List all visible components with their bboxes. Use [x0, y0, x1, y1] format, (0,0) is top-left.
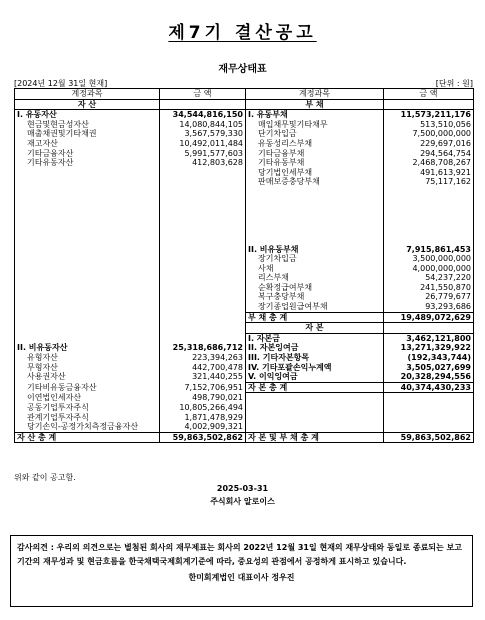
- table-row: [15, 343, 474, 353]
- asset-label: [15, 333, 160, 343]
- liability-equity-amount: 3,500,000,000: [384, 254, 474, 264]
- liability-equity-label: 매입채무및기타채무: [246, 120, 384, 130]
- liability-equity-amount: [384, 403, 474, 413]
- table-row: [15, 206, 474, 216]
- notice-text: 위와 같이 공고함.: [14, 473, 76, 482]
- liability-equity-label: 부 채 총 계: [246, 312, 384, 323]
- liability-equity-label: 복구충당부채: [246, 292, 384, 302]
- asset-amount: 3,567,579,330: [160, 129, 246, 139]
- liability-equity-label: [246, 413, 384, 423]
- liability-equity-amount: 93,293,686: [384, 302, 474, 312]
- liability-equity-label: 자 본 총 계: [246, 382, 384, 393]
- table-row: [15, 353, 474, 363]
- table-meta: [14, 78, 473, 88]
- liability-equity-amount: 294,564,754: [384, 149, 474, 159]
- asset-label: [15, 168, 160, 178]
- liability-equity-amount: 7,915,861,453: [384, 245, 474, 255]
- asset-amount: 34,544,816,150: [160, 110, 246, 120]
- header-amount-left: 금 액: [160, 89, 246, 100]
- table-row: [15, 110, 474, 120]
- asset-label: 당기손익-공정가치측정금융자산: [15, 422, 160, 432]
- liability-equity-label: II. 비유동부채: [246, 245, 384, 255]
- liability-equity-label: 장기차입금: [246, 254, 384, 264]
- asset-amount: [160, 333, 246, 343]
- asset-label: [15, 235, 160, 245]
- page-title: 제7기 결산공고: [168, 23, 317, 43]
- liability-equity-amount: 3,462,121,800: [384, 333, 474, 343]
- liability-equity-amount: [384, 225, 474, 235]
- asset-amount: 5,991,577,603: [160, 149, 246, 159]
- table-row: [15, 312, 474, 323]
- table-row: [15, 264, 474, 274]
- liability-equity-amount: 7,500,000,000: [384, 129, 474, 139]
- asset-amount: [160, 302, 246, 312]
- asset-amount: 7,152,706,951: [160, 382, 246, 393]
- liability-equity-label: 기타유동부채: [246, 158, 384, 168]
- asset-label: 관계기업투자주식: [15, 413, 160, 423]
- asset-label: 사용권자산: [15, 372, 160, 382]
- liability-equity-amount: 513,510,056: [384, 120, 474, 130]
- liability-equity-amount: 40,374,430,233: [384, 382, 474, 393]
- asset-label: 공동기업투자주식: [15, 403, 160, 413]
- liability-equity-label: I. 자본금: [246, 333, 384, 343]
- table-row: [15, 413, 474, 423]
- liability-equity-label: 자 본: [246, 323, 384, 334]
- date-basis: [2024년 12월 31일 현재]: [14, 79, 108, 88]
- asset-amount: 4,002,909,321: [160, 422, 246, 432]
- asset-label: 재고자산: [15, 139, 160, 149]
- asset-label: 기타금융자산: [15, 149, 160, 159]
- liability-equity-label: 장기종업원급여부채: [246, 302, 384, 312]
- asset-label: [15, 177, 160, 187]
- asset-label: [15, 254, 160, 264]
- asset-amount: [160, 273, 246, 283]
- liability-equity-amount: 11,573,211,176: [384, 110, 474, 120]
- liabilities-equity-total-amount: 59,863,502,862: [384, 432, 474, 443]
- liability-equity-label: V. 이익잉여금: [246, 372, 384, 382]
- liability-equity-amount: 75,117,162: [384, 177, 474, 187]
- asset-label: [15, 187, 160, 197]
- liability-equity-label: IV. 기타포괄손익누계액: [246, 363, 384, 373]
- liability-equity-label: 단기차입금: [246, 129, 384, 139]
- asset-amount: [160, 225, 246, 235]
- liabilities-section-label: 부 채: [246, 99, 384, 110]
- asset-label: 기타유동자산: [15, 158, 160, 168]
- header-item-left: 계정과목: [15, 89, 160, 100]
- announcement-date: 2025-03-31: [216, 484, 269, 493]
- asset-amount: 412,803,628: [160, 158, 246, 168]
- asset-amount: [160, 235, 246, 245]
- asset-label: II. 비유동자산: [15, 343, 160, 353]
- liability-equity-amount: [384, 197, 474, 207]
- table-row: [15, 302, 474, 312]
- table-row: [15, 245, 474, 255]
- table-row: [15, 129, 474, 139]
- asset-amount: 10,805,266,494: [160, 403, 246, 413]
- liability-equity-amount: 229,697,016: [384, 139, 474, 149]
- asset-amount: [160, 254, 246, 264]
- table-row: [15, 283, 474, 293]
- table-row: [15, 333, 474, 343]
- liability-equity-label: III. 기타자본항목: [246, 353, 384, 363]
- liability-equity-label: 순확정급여부채: [246, 283, 384, 293]
- asset-amount: [160, 206, 246, 216]
- asset-amount: 321,440,255: [160, 372, 246, 382]
- asset-label: 현금및현금성자산: [15, 120, 160, 130]
- table-row: [15, 149, 474, 159]
- liability-equity-label: 당기법인세부채: [246, 168, 384, 178]
- liability-equity-label: [246, 225, 384, 235]
- asset-amount: 1,871,478,929: [160, 413, 246, 423]
- table-row: [15, 168, 474, 178]
- asset-label: [15, 302, 160, 312]
- table-row: [15, 197, 474, 207]
- asset-amount: [160, 245, 246, 255]
- asset-amount: [160, 168, 246, 178]
- auditor-signature: 한미회계법인 대표이사 정우진: [188, 573, 295, 582]
- liability-equity-amount: [384, 422, 474, 432]
- liability-equity-amount: 54,237,220: [384, 273, 474, 283]
- table-row: [15, 177, 474, 187]
- table-header-row: [15, 89, 474, 100]
- liability-equity-amount: [384, 323, 474, 334]
- liability-equity-label: [246, 403, 384, 413]
- asset-amount: [160, 197, 246, 207]
- asset-label: [15, 323, 160, 334]
- liabilities-equity-total-label: 자 본 및 부 채 총 계: [246, 432, 384, 443]
- audit-opinion-box: [10, 535, 473, 607]
- header-item-right: 계정과목: [246, 89, 384, 100]
- liability-equity-label: 사채: [246, 264, 384, 274]
- table-row: [15, 363, 474, 373]
- table-row: [15, 235, 474, 245]
- liability-equity-amount: 241,550,870: [384, 283, 474, 293]
- asset-amount: 442,700,478: [160, 363, 246, 373]
- section-header-row: [15, 99, 474, 110]
- asset-label: I. 유동자산: [15, 110, 160, 120]
- table-row: [15, 323, 474, 334]
- totals-row: [15, 432, 474, 443]
- asset-label: 기타비유동금융자산: [15, 382, 160, 393]
- table-row: [15, 292, 474, 302]
- liability-equity-amount: [384, 393, 474, 403]
- liability-equity-label: I. 유동부채: [246, 110, 384, 120]
- asset-label: [15, 264, 160, 274]
- liability-equity-amount: (192,343,744): [384, 353, 474, 363]
- assets-section-label: 자 산: [15, 99, 160, 110]
- asset-amount: [160, 323, 246, 334]
- company-name: 주식회사 알로이스: [210, 497, 275, 506]
- liability-equity-label: II. 자본잉여금: [246, 343, 384, 353]
- liability-equity-amount: 4,000,000,000: [384, 264, 474, 274]
- liability-equity-amount: [384, 413, 474, 423]
- liability-equity-label: [246, 235, 384, 245]
- liability-equity-label: 리스부채: [246, 273, 384, 283]
- asset-amount: [160, 283, 246, 293]
- table-row: [15, 382, 474, 393]
- liability-equity-amount: 20,328,294,556: [384, 372, 474, 382]
- asset-label: [15, 225, 160, 235]
- asset-amount: [160, 216, 246, 226]
- asset-amount: [160, 312, 246, 323]
- table-row: [15, 216, 474, 226]
- header-amount-right: 금 액: [384, 89, 474, 100]
- liability-equity-label: [246, 187, 384, 197]
- table-row: [15, 422, 474, 432]
- asset-amount: 10,492,011,484: [160, 139, 246, 149]
- liability-equity-label: [246, 422, 384, 432]
- liability-equity-amount: [384, 187, 474, 197]
- table-row: [15, 158, 474, 168]
- liability-equity-amount: 19,489,072,629: [384, 312, 474, 323]
- asset-amount: [160, 177, 246, 187]
- audit-opinion-text: 감사의견 : 우리의 의견으로는 별첨된 회사의 재무제표는 회사의 2022년 12월 31일 현재의 재무상태와 동일로 종료되는 보고기간의 재무성과 및 현금흐름을 한국채택국제회계기준에 따라, 중요성의 관점에서 공정하게 표시하고 있습니다.: [17, 543, 462, 566]
- asset-label: [15, 245, 160, 255]
- liability-equity-label: [246, 197, 384, 207]
- liability-equity-label: [246, 216, 384, 226]
- liability-equity-label: [246, 393, 384, 403]
- asset-label: 이연법인세자산: [15, 393, 160, 403]
- table-row: [15, 187, 474, 197]
- liability-equity-amount: 26,779,677: [384, 292, 474, 302]
- liability-equity-amount: 13,271,329,922: [384, 343, 474, 353]
- asset-label: [15, 197, 160, 207]
- unit-label: [단위 : 원]: [435, 79, 473, 88]
- asset-label: 무형자산: [15, 363, 160, 373]
- table-row: [15, 139, 474, 149]
- liability-equity-label: 판매보증충당부채: [246, 177, 384, 187]
- asset-amount: 223,394,263: [160, 353, 246, 363]
- asset-amount: [160, 264, 246, 274]
- table-row: [15, 273, 474, 283]
- asset-label: [15, 283, 160, 293]
- liability-equity-amount: 491,613,921: [384, 168, 474, 178]
- table-row: [15, 372, 474, 382]
- asset-label: 매출채권및기타채권: [15, 129, 160, 139]
- table-row: [15, 403, 474, 413]
- liability-equity-amount: 3,505,027,699: [384, 363, 474, 373]
- asset-label: [15, 273, 160, 283]
- asset-amount: 14,080,844,105: [160, 120, 246, 130]
- statement-title: 재무상태표: [218, 64, 267, 75]
- liability-equity-label: [246, 206, 384, 216]
- liability-equity-label: 유동성리스부채: [246, 139, 384, 149]
- asset-label: [15, 216, 160, 226]
- balance-sheet-table: [14, 88, 474, 443]
- assets-total-label: 자 산 총 계: [15, 432, 160, 443]
- asset-amount: 498,790,021: [160, 393, 246, 403]
- liability-equity-amount: [384, 216, 474, 226]
- liability-equity-amount: [384, 206, 474, 216]
- liability-equity-amount: 2,468,708,267: [384, 158, 474, 168]
- asset-amount: [160, 187, 246, 197]
- liability-equity-amount: [384, 235, 474, 245]
- asset-amount: [160, 292, 246, 302]
- table-row: [15, 254, 474, 264]
- table-row: [15, 225, 474, 235]
- asset-label: [15, 312, 160, 323]
- asset-label: [15, 206, 160, 216]
- asset-label: 유형자산: [15, 353, 160, 363]
- asset-label: [15, 292, 160, 302]
- asset-amount: 25,318,686,712: [160, 343, 246, 353]
- liability-equity-label: 기타금융부채: [246, 149, 384, 159]
- assets-total-amount: 59,863,502,862: [160, 432, 246, 443]
- table-row: [15, 120, 474, 130]
- table-row: [15, 393, 474, 403]
